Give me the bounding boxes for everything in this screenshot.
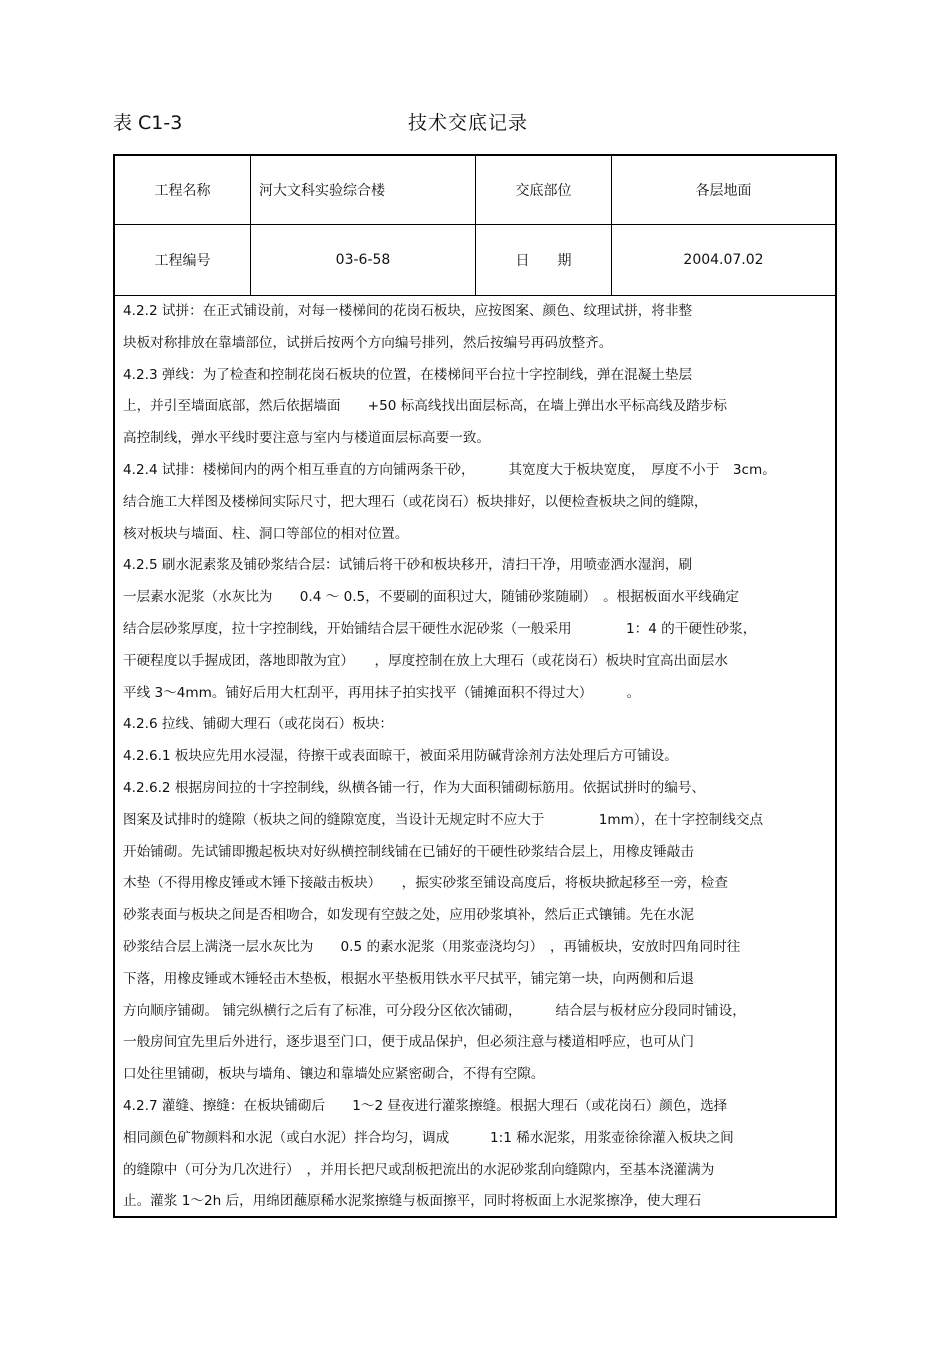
content-line: 4.2.6.1 板块应先用水浸湿，待擦干或表面晾干，被面采用防碱背涂剂方法处理后方可铺设。 — [123, 748, 678, 765]
content-line: 块板对称排放在靠墙部位，试拼后按两个方向编号排列，然后按编号再码放整齐。 — [123, 334, 613, 351]
info-row-1 — [115, 156, 835, 225]
content-line: 4.2.6.2 根据房间拉的十字控制线，纵横各铺一行，作为大面积铺砌标筋用。依据试拼时的编号、 — [123, 779, 706, 796]
content-line: 结合施工大样图及楼梯间实际尺寸，把大理石（或花岗石）板块排好，以便检查板块之间的缝隙， — [123, 493, 708, 510]
content-line: 砂浆表面与板块之间是否相吻合，如发现有空鼓之处，应用砂浆填补，然后正式镶铺。先在水泥 — [123, 907, 694, 924]
content-line: 4.2.7 灌缝、擦缝：在板块铺砌后 1～2 昼夜进行灌浆擦缝。根据大理石（或花岗石）颜色，选择 — [123, 1097, 728, 1114]
content-line: 平线 3～4mm。铺好后用大杠刮平，再用抹子拍实找平（铺摊面积不得过大） 。 — [123, 684, 641, 701]
project-name-label: 工程名称 — [115, 156, 251, 224]
date-label: 日 期 — [476, 225, 612, 295]
project-no-label: 工程编号 — [115, 225, 251, 295]
content-line: 结合层砂浆厚度，拉十字控制线，开始铺结合层干硬性水泥砂浆（一般采用 1：4 的干硬性砂浆， — [123, 620, 757, 637]
content-line: 一层素水泥浆（水灰比为 0.4 ～ 0.5，不要刷的面积过大，随铺砂浆随刷） 。根据板面水平线确定 — [123, 589, 740, 606]
content-line: 相同颜色矿物颜料和水泥（或白水泥）拌合均匀，调成 1:1 稀水泥浆，用浆壶徐徐灌入板块之间 — [123, 1129, 734, 1146]
content-line: 上，并引至墙面底部，然后依据墙面 +50 标高线找出面层标高，在墙上弹出水平标高线及踏步标 — [123, 398, 727, 415]
content-line: 方向顺序铺砌。 铺完纵横行之后有了标准，可分段分区依次铺砌， 结合层与板材应分段同时铺设， — [123, 1002, 746, 1019]
document-title: 技术交底记录 — [408, 112, 529, 134]
content-line: 一般房间宜先里后外进行，逐步退至门口，便于成品保护，但必须注意与楼道相呼应，也可从门 — [123, 1034, 694, 1051]
content-line: 4.2.2 试拼：在正式铺设前，对每一楼梯间的花岗石板块，应按图案、颜色、纹理试拼，将非整 — [123, 303, 693, 319]
content-line: 口处往里铺砌，板块与墙角、镶边和靠墙处应紧密砌合，不得有空隙。 — [123, 1066, 545, 1083]
content-line: 核对板块与墙面、柱、洞口等部位的相对位置。 — [123, 525, 409, 542]
content-line: 图案及试排时的缝隙（板块之间的缝隙宽度，当设计无规定时不应大于 1mm），在十字控制线交点 — [123, 811, 764, 828]
form-id: 表 C1-3 — [113, 112, 183, 134]
info-row-2 — [115, 225, 835, 296]
content-line: 高控制线，弹水平线时要注意与室内与楼道面层标高要一致。 — [123, 430, 491, 447]
content-line: 砂浆结合层上满浇一层水灰比为 0.5 的素水泥浆（用浆壶浇均匀） ，再铺板块，安放时四角同时往 — [123, 938, 741, 955]
content-line: 干硬程度以手握成团，落地即散为宜） ，厚度控制在放上大理石（或花岗石）板块时宜高出面层水 — [123, 652, 728, 669]
content-line: 4.2.6 拉线、铺砌大理石（或花岗石）板块： — [123, 716, 394, 733]
handover-part-label: 交底部位 — [476, 156, 612, 224]
content-line: 4.2.5 刷水泥素浆及铺砂浆结合层：试铺后将干砂和板块移开，清扫干净，用喷壶洒水湿润，刷 — [123, 557, 693, 574]
content-line: 开始铺砌。先试铺即搬起板块对好纵横控制线铺在已铺好的干硬性砂浆结合层上，用橡皮锤敲击 — [123, 843, 694, 860]
date-value: 2004.07.02 — [683, 252, 764, 268]
content-line: 4.2.3 弹线：为了检查和控制花岗石板块的位置，在楼梯间平台拉十字控制线，弹在混凝土垫层 — [123, 366, 693, 383]
project-name-value: 河大文科实验综合楼 — [251, 156, 476, 224]
content-line: 下落，用橡皮锤或木锤轻击木垫板，根据水平垫板用铁水平尺拭平，铺完第一块，向两侧和后退 — [123, 970, 694, 987]
content-line: 的缝隙中（可分为几次进行） ，并用长把尺或刮板把流出的水泥砂浆刮向缝隙内，至基本浇灌满为 — [123, 1161, 715, 1178]
content-line: 4.2.4 试排：楼梯间内的两个相互垂直的方向铺两条干砂， 其宽度大于板块宽度， 厚度不小于 3cm。 — [123, 461, 776, 478]
record-table — [113, 154, 837, 1218]
content-line: 木垫（不得用橡皮锤或木锤下接敲击板块） ，振实砂浆至铺设高度后，将板块掀起移至一旁，检查 — [123, 875, 728, 892]
content-body — [115, 296, 835, 1218]
project-no-value: 03-6-58 — [251, 225, 476, 295]
handover-part-value: 各层地面 — [695, 183, 752, 199]
content-line: 止。灌浆 1～2h 后，用绵团蘸原稀水泥浆擦缝与板面擦平，同时将板面上水泥浆擦净，使大理石 — [123, 1193, 702, 1210]
